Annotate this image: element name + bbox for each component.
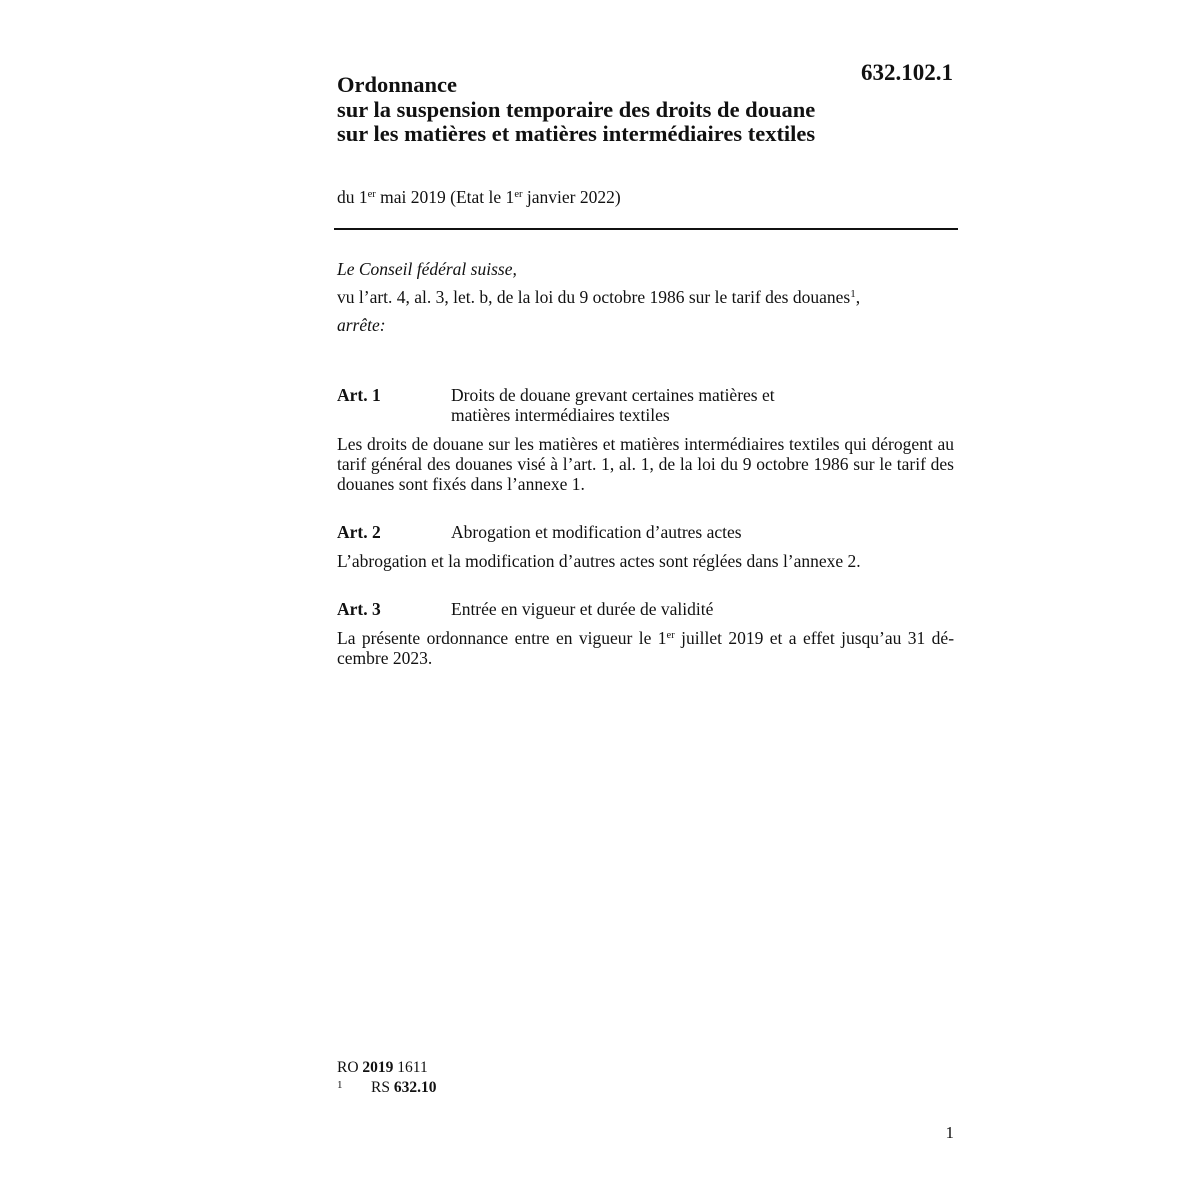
date-sup-1: er — [367, 189, 376, 200]
document-title — [337, 73, 897, 147]
header-divider — [334, 228, 958, 230]
title-line-2: sur la suspension temporaire des droits de douane — [337, 96, 816, 122]
page-footer — [337, 1058, 436, 1098]
date-sup-2: er — [514, 189, 523, 200]
article-2-title: Abrogation et modification d’autres actes — [451, 522, 742, 542]
article-1-title-line-2: matières intermédiaires textiles — [451, 405, 670, 425]
ro-year: 2019 — [362, 1059, 394, 1076]
date-prefix: du 1 — [337, 187, 368, 207]
article-1-title — [451, 385, 954, 425]
preamble-decree: arrête: — [337, 315, 386, 335]
article-1-heading — [337, 385, 954, 425]
article-2-number: Art. 2 — [337, 522, 381, 542]
document-date — [337, 187, 621, 208]
article-3-body-suffix: juillet 2019 et a effet jusqu’au 31 décembre 2023. — [337, 628, 955, 668]
sr-number: 632.102.1 — [861, 60, 953, 85]
article-2-body: L’abrogation et la modification d’autres actes sont réglées dans l’annexe 2. — [337, 551, 861, 571]
article-3-body — [337, 628, 954, 668]
article-1-body: Les droits de douane sur les matières et matières intermédiaires textiles qui dérogent au tarif général des douanes visé à l’art. 1, al. 1, de la loi du 9 octobre 1986 sur le tarif des douanes sont fixés dans l’annexe 1. — [337, 434, 954, 494]
title-line-3: sur les matières et matières intermédiaires textiles — [337, 121, 816, 146]
footnote-sr-ref[interactable]: 632.10 — [393, 1079, 437, 1096]
footnote-number: 1 — [337, 1079, 343, 1091]
footnote-prefix: RS — [371, 1079, 394, 1096]
article-1-number: Art. 1 — [337, 385, 381, 405]
footnote-1 — [337, 1078, 436, 1098]
date-middle: mai 2019 (Etat le 1 — [375, 187, 515, 207]
ro-page: 1611 — [393, 1059, 428, 1076]
preamble-authority: Le Conseil fédéral suisse, — [337, 259, 517, 279]
article-3-body-sup: er — [666, 630, 675, 641]
footnote-reference[interactable]: 1 — [850, 288, 856, 300]
article-3-body-prefix: La présente ordonnance entre en vigueur le 1 — [337, 628, 667, 648]
ro-prefix: RO — [337, 1059, 363, 1076]
page-number: 1 — [945, 1123, 954, 1142]
article-1-title-line-1: Droits de douane grevant certaines matières et — [451, 385, 775, 405]
article-2 — [337, 522, 954, 571]
ro-citation — [337, 1058, 436, 1078]
article-2-heading — [337, 522, 954, 542]
article-3-heading — [337, 599, 954, 619]
preamble — [337, 258, 957, 342]
legal-basis-end: , — [855, 287, 861, 307]
article-1 — [337, 385, 954, 494]
footnote-text — [371, 1078, 436, 1098]
article-3 — [337, 599, 954, 668]
article-3-number: Art. 3 — [337, 599, 381, 619]
preamble-legal-basis — [337, 286, 957, 314]
article-3-title: Entrée en vigueur et durée de validité — [451, 599, 714, 619]
date-suffix: janvier 2022) — [522, 187, 621, 207]
legal-basis-text: vu l’art. 4, al. 3, let. b, de la loi du 9 octobre 1986 sur le tarif des douanes — [337, 287, 851, 307]
title-line-1: Ordonnance — [337, 72, 458, 97]
